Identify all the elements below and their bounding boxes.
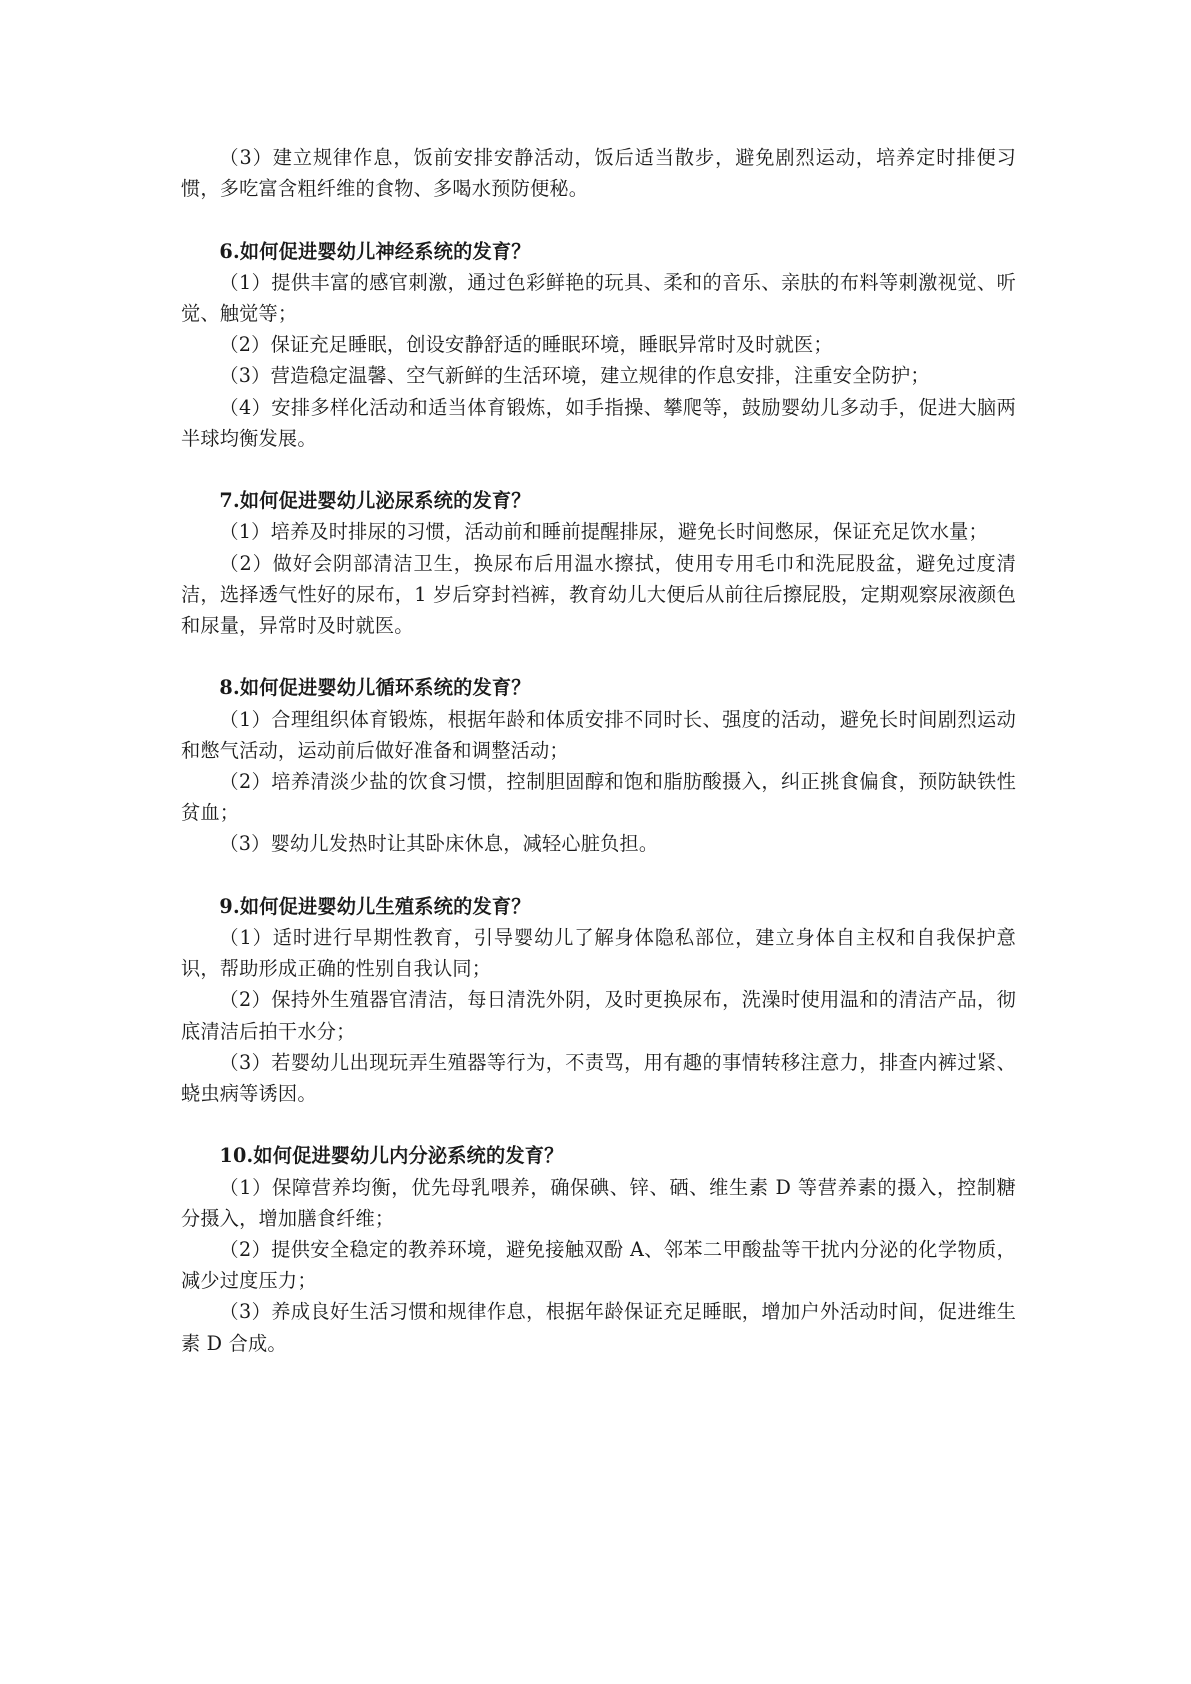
paragraph: （1）提供丰富的感官刺激，通过色彩鲜艳的玩具、柔和的音乐、亲肤的布料等刺激视觉、听觉、触觉等； xyxy=(181,270,1016,325)
paragraph: （3）养成良好生活习惯和规律作息，根据年龄保证充足睡眠，增加户外活动时间，促进维生素 D 合成。 xyxy=(181,1300,1016,1355)
paragraph: （2）做好会阴部清洁卫生，换尿布后用温水擦拭，使用专用毛巾和洗屁股盆，避免过度清洁，选择透气性好的尿布，1 岁后穿封裆裤，教育幼儿大便后从前往后擦屁股，定期观察尿液颜色和尿量，异常时及时就医。 xyxy=(181,551,1016,638)
section-heading: 7.如何促进婴幼儿泌尿系统的发育？ xyxy=(219,489,531,513)
paragraph: （1）培养及时排尿的习惯，活动前和睡前提醒排尿，避免长时间憋尿，保证充足饮水量； xyxy=(219,520,988,544)
section-gap xyxy=(181,1109,1016,1140)
paragraph: （1）合理组织体育锻炼，根据年龄和体质安排不同时长、强度的活动，避免长时间剧烈运动和憋气活动，运动前后做好准备和调整活动； xyxy=(181,707,1016,762)
paragraph: （3）若婴幼儿出现玩弄生殖器等行为，不责骂，用有趣的事情转移注意力，排查内裤过紧、蛲虫病等诱因。 xyxy=(181,1050,1016,1106)
paragraph: （2）保持外生殖器官清洁，每日清洗外阴，及时更换尿布，洗澡时使用温和的清洁产品，彻底清洁后拍干水分； xyxy=(181,988,1016,1043)
section-circulatory-system xyxy=(181,672,1016,859)
paragraph: （2）培养清淡少盐的饮食习惯，控制胆固醇和饱和脂肪酸摄入，纠正挑食偏食，预防缺铁性贫血； xyxy=(181,770,1016,825)
section-heading: 8.如何促进婴幼儿循环系统的发育？ xyxy=(219,676,531,700)
paragraph: （4）安排多样化活动和适当体育锻炼，如手指操、攀爬等，鼓励婴幼儿多动手，促进大脑两半球均衡发展。 xyxy=(181,395,1016,450)
section-urinary-system xyxy=(181,485,1016,641)
document-page xyxy=(181,142,1016,1359)
section-heading: 6.如何促进婴幼儿神经系统的发育？ xyxy=(219,239,531,263)
paragraph: （2）提供安全稳定的教养环境，避免接触双酚 A、邻苯二甲酸盐等干扰内分泌的化学物质，减少过度压力； xyxy=(181,1238,1016,1293)
section-reproductive-system xyxy=(181,891,1016,1109)
section-gap xyxy=(181,641,1016,672)
section-gap xyxy=(181,204,1016,235)
section-endocrine-system xyxy=(181,1140,1016,1358)
section-gap xyxy=(181,860,1016,891)
paragraph: （2）保证充足睡眠，创设安静舒适的睡眠环境，睡眠异常时及时就医； xyxy=(219,333,833,357)
section-nervous-system xyxy=(181,236,1016,454)
paragraph: （3）建立规律作息，饭前安排安静活动，饭后适当散步，避免剧烈运动，培养定时排便习惯，多吃富含粗纤维的食物、多喝水预防便秘。 xyxy=(181,146,1016,201)
intro-section xyxy=(181,142,1016,204)
paragraph: （1）适时进行早期性教育，引导婴幼儿了解身体隐私部位，建立身体自主权和自我保护意识，帮助形成正确的性别自我认同； xyxy=(181,926,1016,981)
paragraph: （3）营造稳定温馨、空气新鲜的生活环境，建立规律的作息安排，注重安全防护； xyxy=(219,364,930,388)
section-gap xyxy=(181,454,1016,485)
section-heading: 10.如何促进婴幼儿内分泌系统的发育？ xyxy=(219,1144,564,1168)
paragraph: （1）保障营养均衡，优先母乳喂养，确保碘、锌、硒、维生素 D 等营养素的摄入，控制糖分摄入，增加膳食纤维； xyxy=(181,1175,1016,1230)
paragraph: （3）婴幼儿发热时让其卧床休息，减轻心脏负担。 xyxy=(219,832,659,856)
section-heading: 9.如何促进婴幼儿生殖系统的发育？ xyxy=(219,894,531,918)
